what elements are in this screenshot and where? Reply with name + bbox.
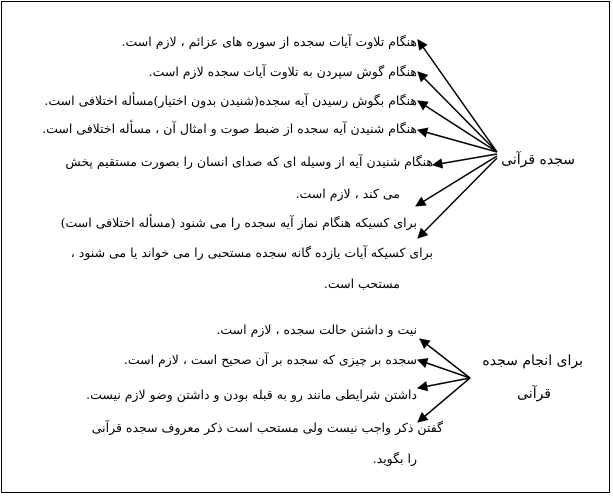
list-item: داشتن شرایطی مانند رو به قبله بودن و داشتن وضو لازم نیست. [86, 387, 417, 402]
arrow-g2-3 [418, 378, 470, 388]
hub-label-line-2: قرآنی [517, 386, 551, 402]
hub-label-line-1: برای انجام سجده [482, 353, 583, 369]
list-item: هنگام شنیدن آیه سجده از ضبط صوت و امثال آن ، مسأله اختلافی است. [42, 121, 417, 136]
list-item: می کند ، لازم است. [295, 186, 400, 201]
arrow-g1-3 [418, 101, 497, 152]
list-item: هنگام شنیدن آیه از وسیله ای که صدای انسان را بصورت مستقیم پخش [65, 154, 433, 169]
list-item: نیت و داشتن حالت سجده ، لازم است. [216, 322, 417, 337]
list-item: را بگوید. [372, 451, 417, 466]
list-item: برای کسیکه هنگام نماز آیه سجده را می شنود (مسأله اختلافی است) [60, 215, 417, 230]
arrow-g1-2 [418, 72, 497, 152]
arrow-g2-1 [420, 339, 470, 378]
list-item: برای کسیکه آیات یازده گانه سجده مستحبی را می خواند یا می شنود ، [70, 245, 433, 260]
list-item: گفتن ذکر واجب نیست ولی مستحب است ذکر معروف سجده قرآنی [91, 420, 443, 435]
list-item: هنگام گوش سپردن به تلاوت آیات سجده لازم است. [148, 64, 417, 79]
hub-label-sajdeh-qurani: سجده قرآنی [501, 152, 575, 168]
arrow-g2-4 [418, 378, 470, 422]
list-item: مستحب است. [323, 276, 400, 291]
list-item: هنگام بگوش رسیدن آیه سجده(شنیدن بدون اختیار)مسأله اختلافی است. [44, 93, 417, 108]
arrow-g2-2 [418, 360, 470, 378]
list-item: هنگام تلاوت آیات سجده از سوره های عزائم ، لازم است. [121, 34, 417, 49]
arrow-g1-1 [418, 40, 497, 152]
list-item: سجده بر چیزی که سجده بر آن صحیح است ، لازم است. [123, 352, 417, 367]
arrow-g1-5 [433, 154, 497, 165]
